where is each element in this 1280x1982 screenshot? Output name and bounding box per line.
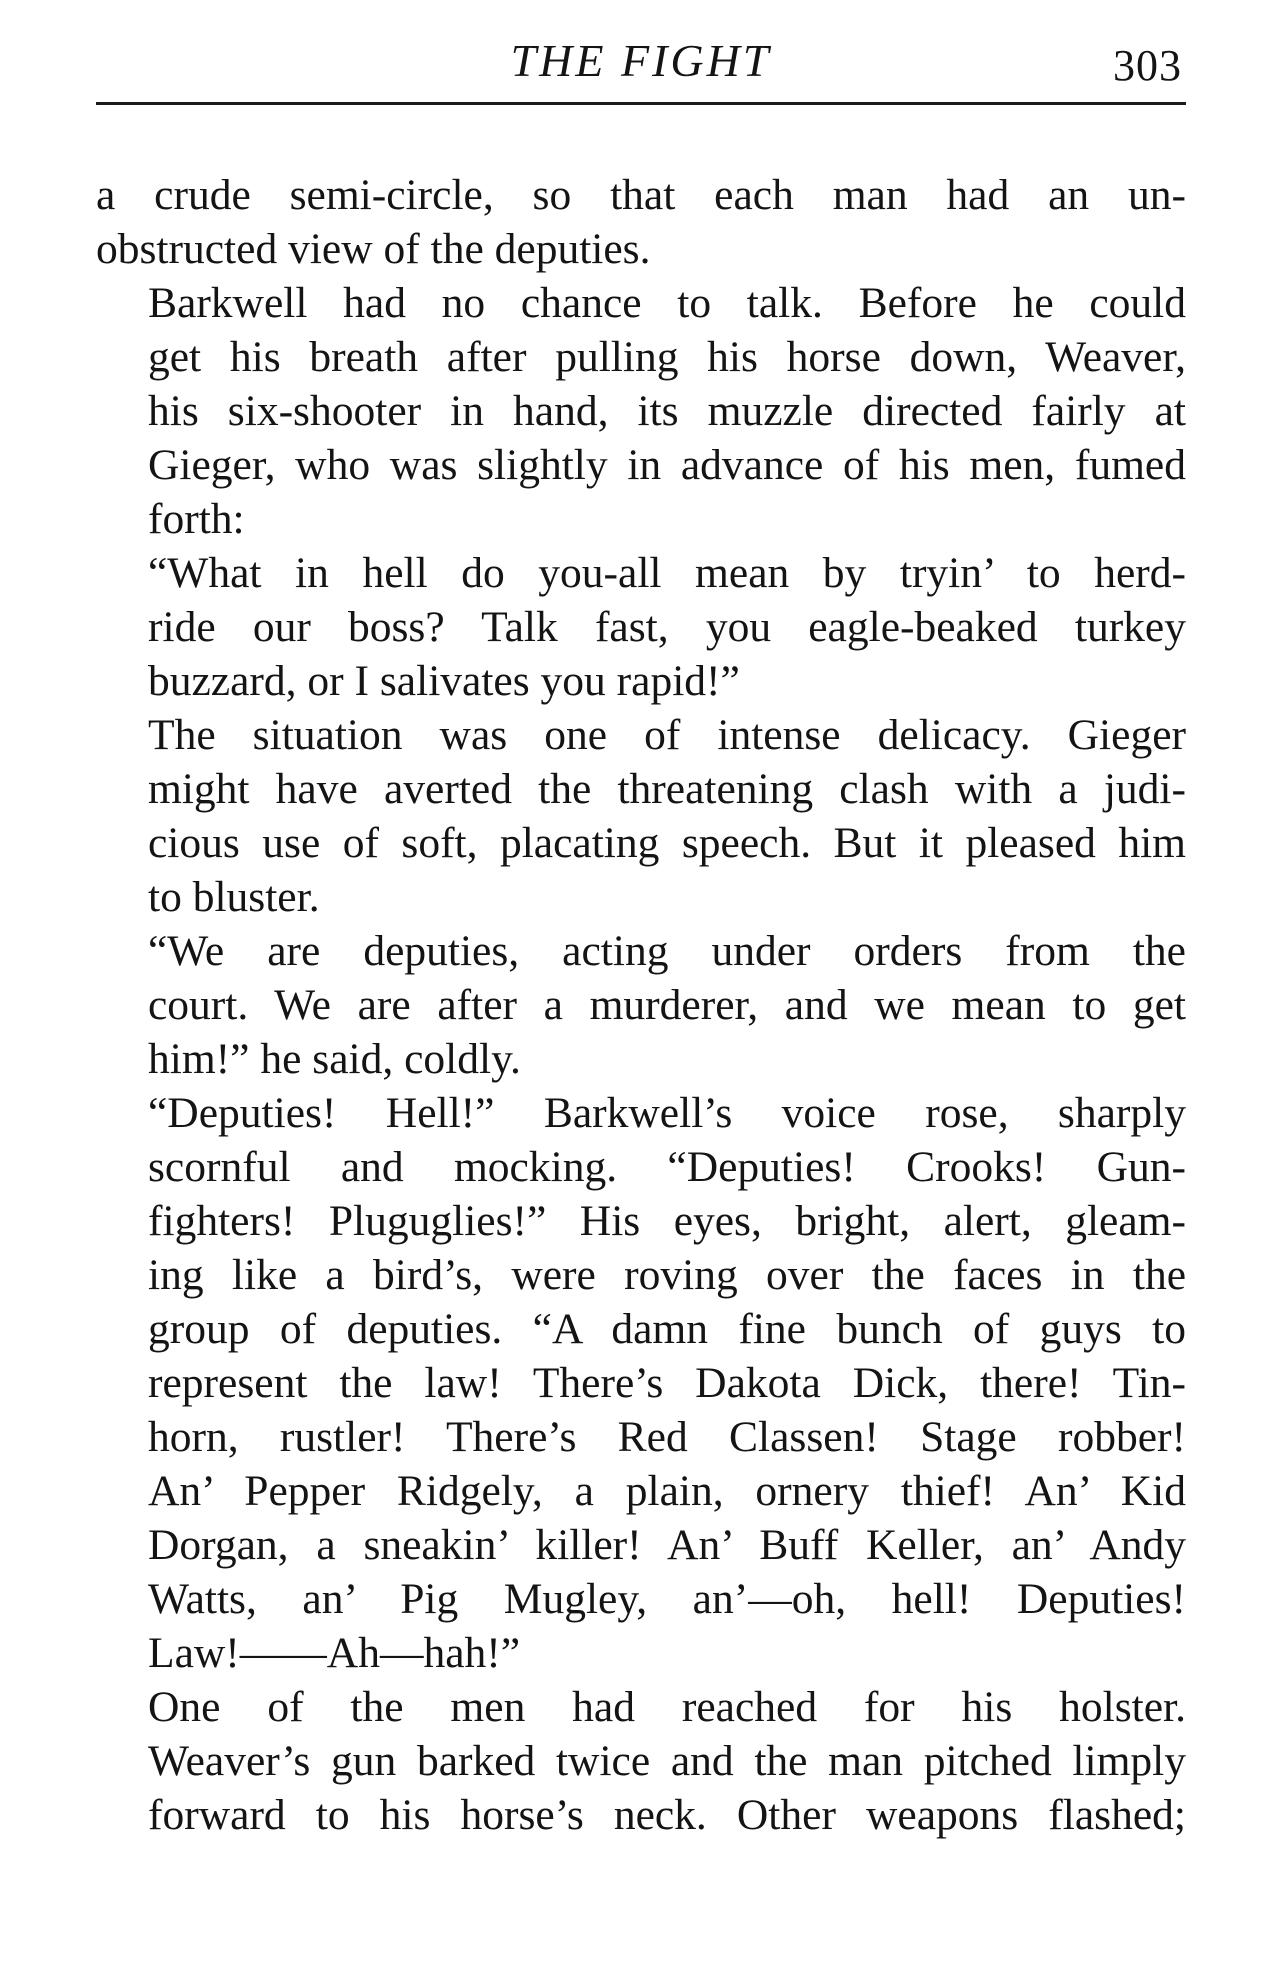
running-head [96, 0, 1186, 108]
text-line: court. We are after a murderer, and we mean to get [148, 981, 1186, 1029]
paragraph-2 [96, 276, 1186, 546]
body-text [96, 168, 1186, 1842]
text-line: represent the law! There’s Dakota Dick, there! Tin- [148, 1359, 1186, 1407]
book-page [96, 0, 1186, 1842]
text-line: cious use of soft, placating speech. But it pleased him [148, 819, 1186, 867]
text-line: fighters! Pluguglies!” His eyes, bright, alert, gleam- [148, 1197, 1186, 1245]
paragraph-4 [96, 708, 1186, 924]
text-line: ing like a bird’s, were roving over the faces in the [148, 1251, 1186, 1299]
paragraph-1 [96, 168, 1186, 276]
text-line: group of deputies. “A damn fine bunch of guys to [148, 1305, 1186, 1353]
text-line: One of the men had reached for his holster. [148, 1683, 1186, 1731]
text-line: forth: [148, 495, 245, 543]
text-line: Watts, an’ Pig Mugley, an’—oh, hell! Deputies! [148, 1575, 1186, 1623]
header-rule [96, 102, 1186, 105]
paragraph-6 [96, 1086, 1186, 1680]
text-line: The situation was one of intense delicacy. Gieger [148, 711, 1186, 759]
text-line: “We are deputies, acting under orders from the [148, 927, 1186, 975]
text-line: buzzard, or I salivates you rapid!” [148, 657, 740, 705]
text-line: a crude semi-circle, so that each man had an un- [96, 171, 1186, 219]
text-line: to bluster. [148, 873, 320, 921]
text-line: Gieger, who was slightly in advance of his men, fumed [148, 441, 1186, 489]
chapter-title: THE FIGHT [510, 35, 772, 86]
text-line: Law!——Ah—hah!” [148, 1629, 521, 1677]
paragraph-5 [96, 924, 1186, 1086]
text-line: horn, rustler! There’s Red Classen! Stage robber! [148, 1413, 1186, 1461]
text-line: Barkwell had no chance to talk. Before he could [148, 279, 1186, 327]
text-line: scornful and mocking. “Deputies! Crooks! Gun- [148, 1143, 1186, 1191]
text-line: his six-shooter in hand, its muzzle directed fairly at [148, 387, 1186, 435]
text-line: An’ Pepper Ridgely, a plain, ornery thief! An’ Kid [148, 1467, 1186, 1515]
text-line: forward to his horse’s neck. Other weapons flashed; [148, 1791, 1186, 1839]
text-line: Weaver’s gun barked twice and the man pitched limply [148, 1737, 1186, 1785]
text-line: ride our boss? Talk fast, you eagle-beaked turkey [148, 603, 1186, 651]
text-line: “What in hell do you-all mean by tryin’ to herd- [148, 549, 1186, 597]
page-number: 303 [1113, 41, 1182, 90]
text-line: Dorgan, a sneakin’ killer! An’ Buff Keller, an’ Andy [148, 1521, 1186, 1569]
paragraph-3 [96, 546, 1186, 708]
paragraph-7 [96, 1680, 1186, 1842]
text-line: “Deputies! Hell!” Barkwell’s voice rose, sharply [148, 1089, 1186, 1137]
text-line: him!” he said, coldly. [148, 1035, 521, 1083]
text-line: might have averted the threatening clash with a judi- [148, 765, 1186, 813]
text-line: get his breath after pulling his horse down, Weaver, [148, 333, 1186, 381]
text-line: obstructed view of the deputies. [96, 225, 651, 273]
